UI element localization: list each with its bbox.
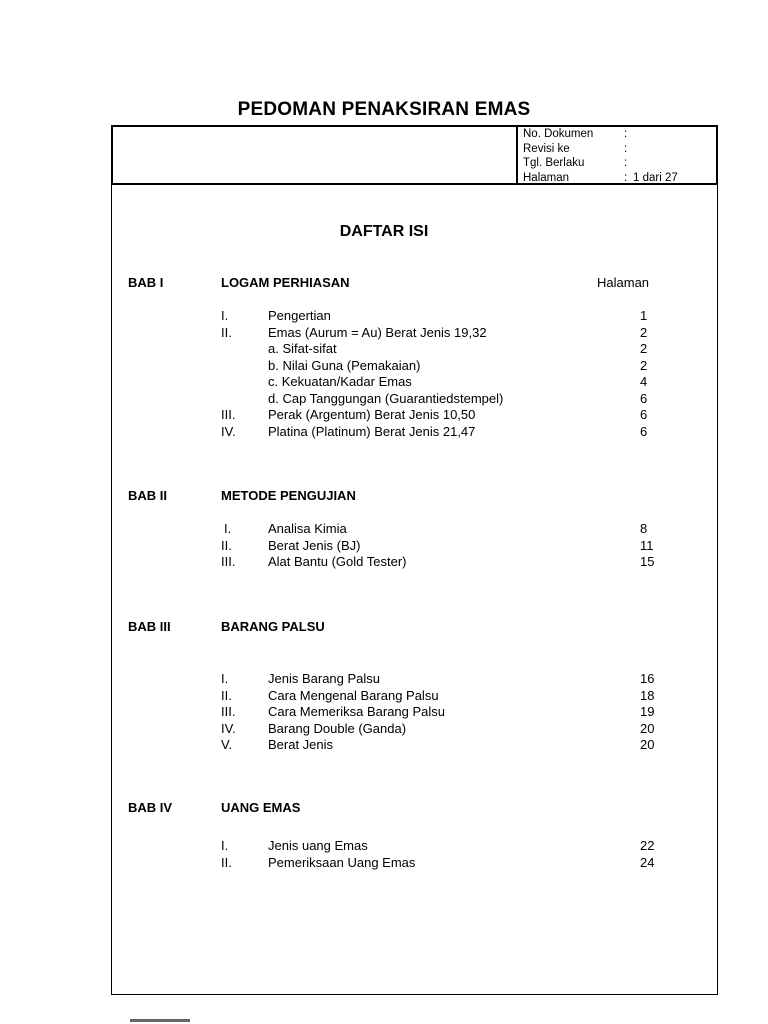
toc-item-number: IV.: [221, 423, 236, 439]
document-header-box: [111, 125, 718, 185]
toc-item-text: Alat Bantu (Gold Tester): [268, 554, 407, 569]
meta-row-revision: [523, 142, 716, 157]
footer-mark: [130, 1019, 190, 1022]
toc-item-page: 2: [640, 324, 648, 340]
meta-colon: :: [624, 142, 628, 155]
toc-item-text: Platina (Platinum) Berat Jenis 21,47: [268, 423, 476, 439]
meta-label: Revisi ke: [523, 142, 570, 155]
toc-item-text: c. Kekuatan/Kadar Emas: [268, 374, 412, 389]
toc-item-page: 19: [640, 704, 655, 719]
toc-item-page: 20: [640, 720, 655, 736]
toc-item-text: Pengertian: [268, 308, 331, 323]
toc-item-page: 6: [640, 407, 648, 422]
toc-item-number: III.: [221, 554, 236, 569]
toc-item-text: a. Sifat-sifat: [268, 341, 337, 356]
toc-item-number: II.: [221, 687, 232, 703]
toc-item-page: 2: [640, 341, 648, 356]
toc-item-text: Analisa Kimia: [268, 521, 347, 536]
toc-item-page: 18: [640, 687, 655, 703]
meta-colon: :: [624, 157, 628, 169]
chapter-title: BARANG PALSU: [221, 619, 325, 634]
toc-item-text: Jenis uang Emas: [268, 838, 368, 853]
document-meta-block: [516, 127, 716, 183]
toc-item-text: Cara Memeriksa Barang Palsu: [268, 704, 446, 719]
document-body-frame: [111, 185, 718, 995]
toc-item-text: Pemeriksaan Uang Emas: [268, 854, 416, 870]
toc-heading: DAFTAR ISI: [339, 223, 429, 240]
toc-item-page: 2: [640, 357, 648, 373]
toc-item-text: b. Nilai Guna (Pemakaian): [268, 357, 421, 373]
meta-row-effective-date: [523, 156, 716, 171]
toc-item-page: 8: [640, 521, 648, 536]
chapter-title: LOGAM PERHIASAN: [221, 275, 350, 290]
page-column-label: Halaman: [597, 275, 650, 290]
toc-item-number: I.: [221, 308, 229, 323]
toc-item-number: I.: [221, 671, 229, 686]
toc-item-number: V.: [221, 737, 233, 752]
chapter-number: BAB I: [128, 275, 164, 290]
toc-item-text: Berat Jenis (BJ): [268, 537, 361, 553]
toc-item-text: Cara Mengenal Barang Palsu: [268, 687, 439, 703]
toc-item-page: 6: [640, 390, 648, 406]
toc-item-number: I.: [221, 838, 229, 853]
toc-item-number: II.: [221, 537, 232, 553]
meta-label: Tgl. Berlaku: [523, 157, 585, 169]
meta-label: No. Dokumen: [523, 128, 594, 140]
toc-item-page: 4: [640, 374, 648, 389]
toc-item-text: Emas (Aurum = Au) Berat Jenis 19,32: [268, 324, 487, 340]
toc-item-page: 24: [640, 854, 655, 870]
chapter-number: BAB IV: [128, 800, 173, 815]
toc-item-page: 16: [640, 671, 655, 686]
toc-item-page: 22: [640, 838, 655, 853]
toc-item-text: d. Cap Tanggungan (Guarantiedstempel): [268, 390, 504, 406]
toc-item-number: III.: [221, 704, 236, 719]
toc-item-page: 15: [640, 554, 655, 569]
meta-value: 1 dari 27: [633, 171, 678, 184]
toc-item-page: 20: [640, 737, 655, 752]
chapter-title: METODE PENGUJIAN: [221, 488, 356, 503]
toc-item-number: III.: [221, 407, 236, 422]
toc-item-page: 6: [640, 423, 648, 439]
document-title: PEDOMAN PENAKSIRAN EMAS: [237, 99, 531, 120]
meta-label: Halaman: [523, 171, 570, 184]
toc-item-text: Barang Double (Ganda): [268, 720, 407, 736]
chapter-title: UANG EMAS: [221, 800, 301, 815]
toc-item-number: II.: [221, 324, 232, 340]
toc-item-text: Berat Jenis: [268, 737, 334, 752]
chapter-number: BAB III: [128, 619, 171, 634]
toc-item-number: II.: [221, 854, 232, 870]
meta-colon: :: [624, 171, 628, 184]
toc-item-text: Perak (Argentum) Berat Jenis 10,50: [268, 407, 476, 422]
toc-item-page: 11: [640, 537, 654, 553]
meta-row-doc-number: [523, 127, 716, 142]
meta-row-page: [523, 171, 716, 186]
chapter-number: BAB II: [128, 488, 167, 503]
toc-item-text: Jenis Barang Palsu: [268, 671, 381, 686]
toc-item-page: 1: [640, 308, 648, 323]
toc-item-number: I.: [224, 521, 232, 536]
toc-item-number: IV.: [221, 720, 236, 736]
meta-colon: :: [624, 128, 628, 140]
